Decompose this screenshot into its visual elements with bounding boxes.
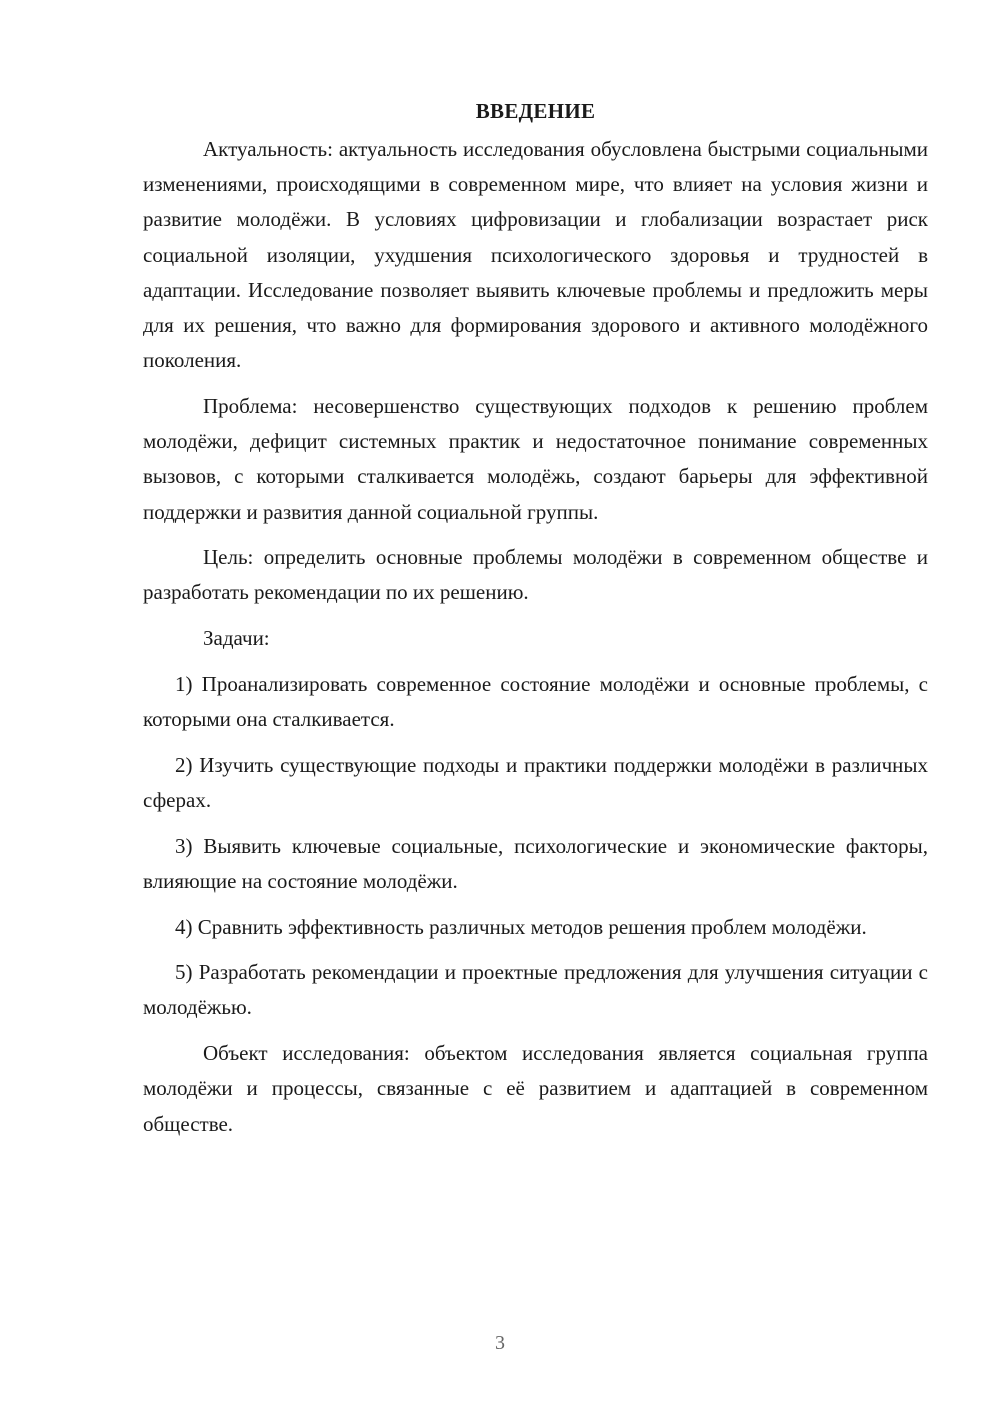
tasks-list (143, 667, 928, 1026)
task-item-5: 5) Разработать рекомендации и проектные предложения для улучшения ситуации с молодёжью. (143, 960, 928, 1020)
paragraph-goal: Цель: определить основные проблемы молодёжи в современном обществе и разработать рекомендации по их решению. (143, 545, 928, 605)
paragraph-tasks-heading: Задачи: (203, 626, 270, 651)
task-item-2: 2) Изучить существующие подходы и практики поддержки молодёжи в различных сферах. (143, 752, 928, 812)
paragraph-problem: Проблема: несовершенство существующих подходов к решению проблем молодёжи, дефицит системных практик и недостаточное понимание современных вызовов, с которыми сталкивается молодёжь, создают барьеры для эффективной поддержки и развития данной социальной группы. (143, 393, 928, 524)
task-item-3: 3) Выявить ключевые социальные, психологические и экономические факторы, влияющие на состояние молодёжи. (143, 833, 928, 893)
document-title: ВВЕДЕНИЕ (475, 99, 596, 123)
task-item-1: 1) Проанализировать современное состояние молодёжи и основные проблемы, с которыми она сталкивается. (143, 671, 928, 732)
page-number: 3 (495, 1332, 505, 1354)
paragraph-research-object: Объект исследования: объектом исследования является социальная группа молодёжи и процессы, связанные с её развитием и адаптацией в современном обществе. (143, 1041, 928, 1136)
task-item-4: 4) Сравнить эффективность различных методов решения проблем молодёжи. (175, 914, 867, 939)
document-page (143, 94, 928, 1152)
paragraph-relevance: Актуальность: актуальность исследования обусловлена быстрыми социальными изменениями, происходящими в современном мире, что влияет на условия жизни и развитие молодёжи. В условиях цифровизации и глобализации возрастает риск социальной изоляции, ухудшения психологического здоровья и трудностей в адаптации. Исследование позволяет выявить ключевые проблемы и предложить меры для их решения, что важно для формирования здорового и активного молодёжного поколения. (143, 137, 928, 373)
